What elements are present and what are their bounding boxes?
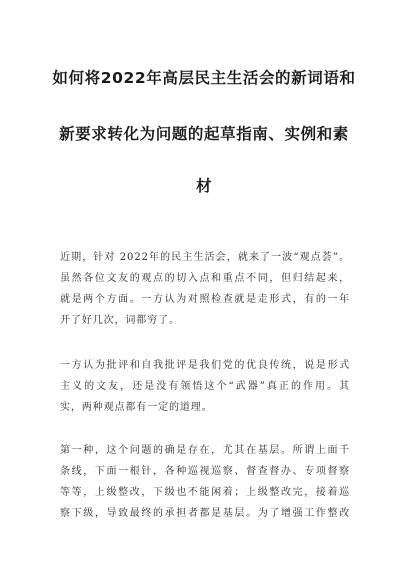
paragraph-line: 第一种，这个问题的确是存在，尤其在基层。所谓上面千 xyxy=(60,445,350,456)
document-title-line-1: 如何将2022年高层民主生活会的新词语和 xyxy=(52,69,356,87)
paragraph-line: 察下级，导致最终的承担者都是基层。为了增强工作整改 xyxy=(60,508,350,519)
paragraph-line: 条线，下面一根针，各种巡视巡察、督查督办、专项督察 xyxy=(60,466,350,477)
document-title-line-3: 材 xyxy=(195,177,213,195)
paragraph-3 xyxy=(60,440,350,524)
paragraph-line: 虽然各位文友的观点的切入点和重点不同，但归结起来， xyxy=(60,273,350,284)
document-title-line-2: 新要求转化为问题的起草指南、实例和素 xyxy=(59,125,349,143)
paragraph-line: 就是两个方面。一方认为对照检查就是走形式，有的一年 xyxy=(60,294,350,305)
paragraph-2 xyxy=(60,355,350,418)
paragraph-line: 主义的文友，还是没有领悟这个“武器”真正的作用。其 xyxy=(60,381,350,392)
paragraph-line: 一方认为批评和自我批评是我们党的优良传统，说是形式 xyxy=(60,360,350,371)
paragraph-line: 开了好几次，词都穷了。 xyxy=(60,315,180,326)
paragraph-1 xyxy=(60,247,350,331)
paragraph-line: 近期，针对 2022年的民主生活会，就来了一波“观点荟”。 xyxy=(60,252,350,263)
paragraph-line: 等等，上级整改，下级也不能闲着；上级整改完，接着巡 xyxy=(60,487,350,498)
paragraph-line: 实，两种观点都有一定的道理。 xyxy=(60,402,213,413)
